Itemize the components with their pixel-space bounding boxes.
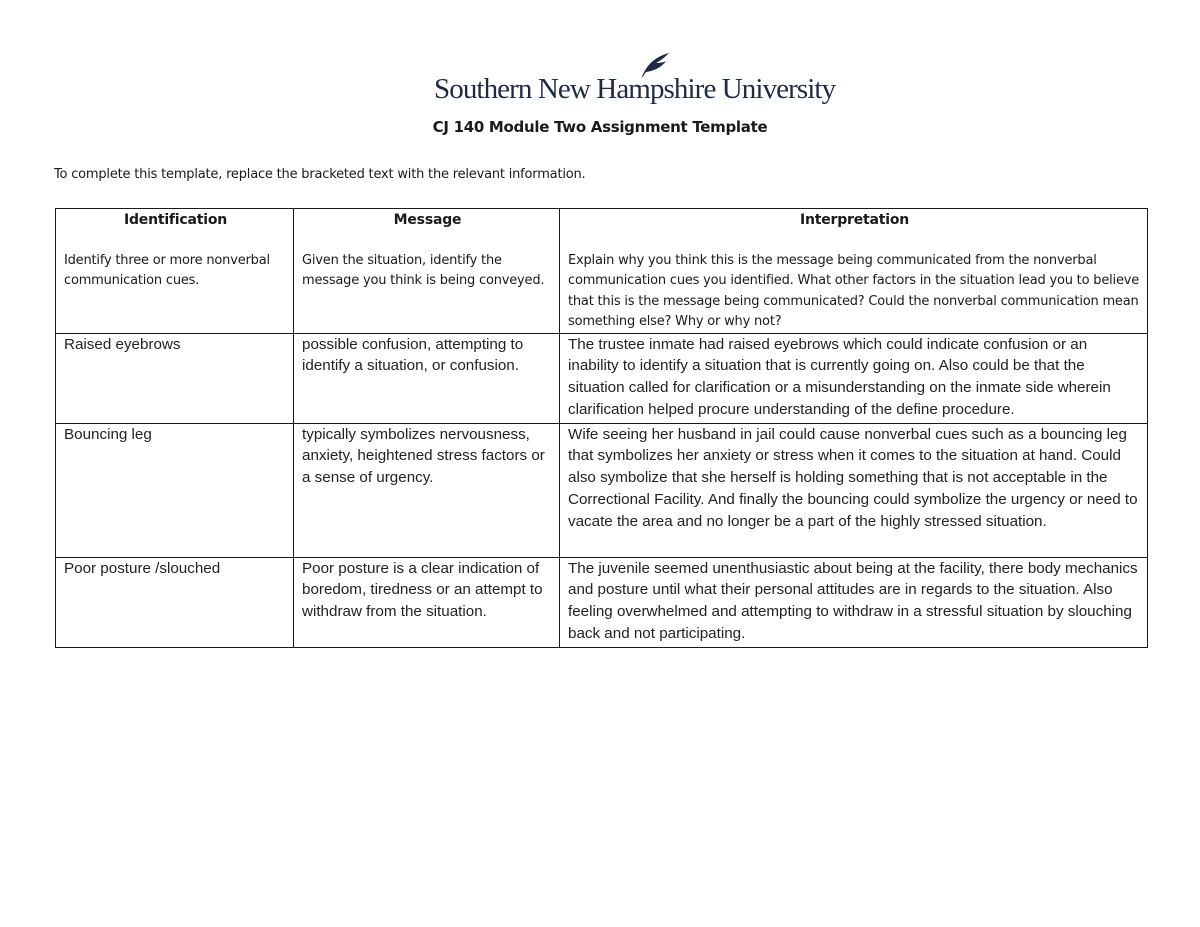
column-header-identification xyxy=(56,209,294,334)
column-description: Explain why you think this is the message being communicated from the nonverbal communication cues you identified. What other factors in the situation lead you to believe that this is the message being communicated? Could the nonverbal communication mean something else? Why or why not? xyxy=(568,252,1140,329)
table-row xyxy=(56,333,1148,423)
column-title: Identification xyxy=(123,212,228,228)
logo-wordmark: Southern New Hampshire University xyxy=(434,73,836,105)
message-cell: typically symbolizes nervousness, anxiety, heightened stress factors or a sense of urgency. xyxy=(294,423,560,557)
table-row xyxy=(56,557,1148,647)
column-header-message xyxy=(294,209,560,334)
identification-cell: Raised eyebrows xyxy=(56,333,294,423)
identification-cell: Poor posture /slouched xyxy=(56,557,294,647)
interpretation-cell: The trustee inmate had raised eyebrows which could indicate confusion or an inability to identify a situation that is currently going on. Also could be that the situation called for clarification or a misunderstanding on the inmate side wherein clarification helped procure understanding of the define procedure. xyxy=(560,333,1148,423)
university-logo xyxy=(434,52,836,106)
document-title: CJ 140 Module Two Assignment Template xyxy=(432,118,768,136)
column-description: Given the situation, identify the message you think is being conveyed. xyxy=(302,252,545,288)
nonverbal-cues-table xyxy=(55,208,1148,648)
table-row xyxy=(56,423,1148,557)
column-title: Message xyxy=(393,212,462,228)
message-cell: Poor posture is a clear indication of boredom, tiredness or an attempt to withdraw from the situation. xyxy=(294,557,560,647)
column-header-interpretation xyxy=(560,209,1148,334)
column-description: Identify three or more nonverbal communication cues. xyxy=(64,252,270,288)
interpretation-cell: Wife seeing her husband in jail could cause nonverbal cues such as a bouncing leg that symbolizes her anxiety or stress when it comes to the situation at hand. Could also symbolize that she herself is holding something that is not acceptable in the Correctional Facility. And finally the bouncing could symbolize the urgency or need to vacate the area and no longer be a part of the highly stressed situation. xyxy=(560,423,1148,557)
identification-cell: Bouncing leg xyxy=(56,423,294,557)
instructions-text: To complete this template, replace the bracketed text with the relevant information. xyxy=(54,167,586,182)
column-title: Interpretation xyxy=(799,212,910,228)
message-cell: possible confusion, attempting to identify a situation, or confusion. xyxy=(294,333,560,423)
interpretation-cell: The juvenile seemed unenthusiastic about being at the facility, there body mechanics and posture until what their personal attitudes are in regards to the situation. Also feeling overwhelmed and attempting to withdraw in a stressful situation by slouching back and not participating. xyxy=(560,557,1148,647)
table-header-row xyxy=(56,209,1148,334)
